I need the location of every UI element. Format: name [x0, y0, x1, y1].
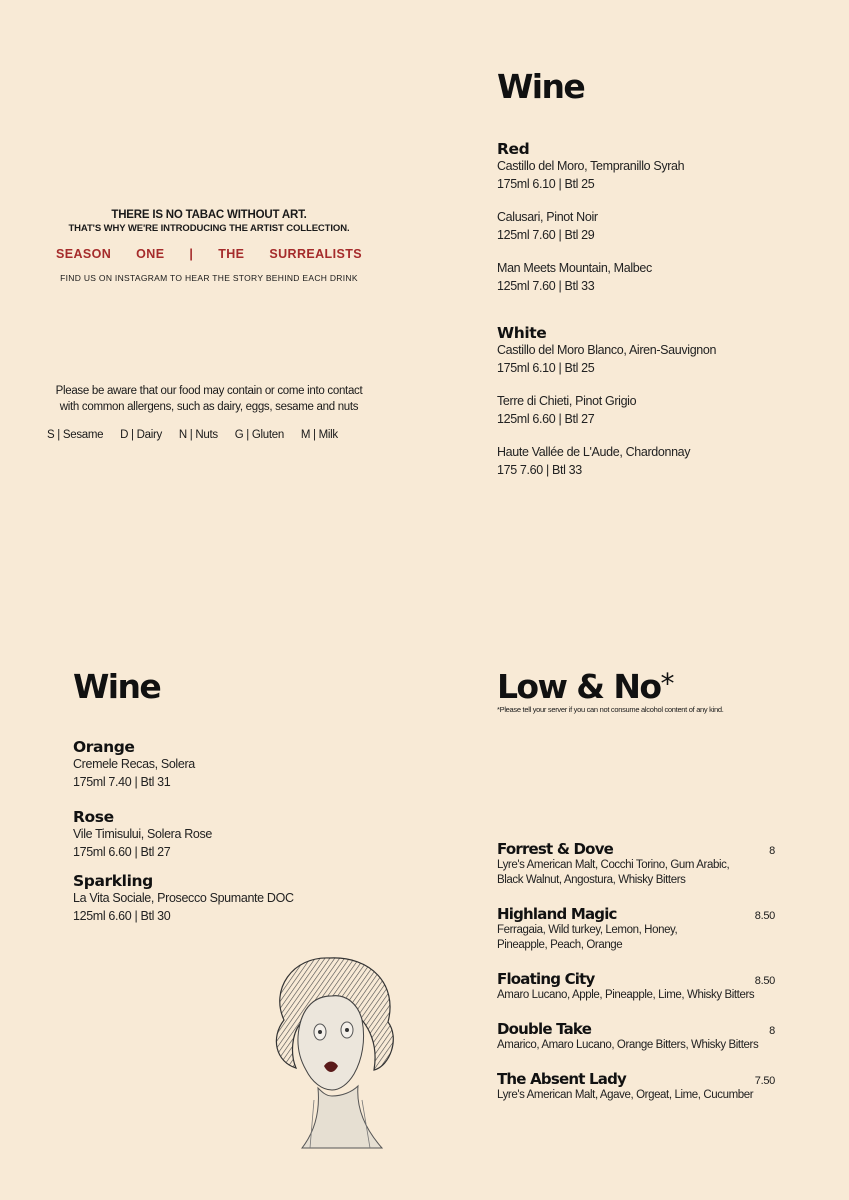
wine-section-orange [73, 739, 294, 791]
cocktail-name: Double Take [497, 1020, 592, 1038]
wine-price: 125ml 6.60 | Btl 30 [73, 908, 171, 923]
season-word: THE [218, 247, 245, 261]
intro-line-1: THERE IS NO TABAC WITHOUT ART. [111, 209, 307, 221]
section-heading: White [497, 324, 547, 343]
wine-price: 175 7.60 | Btl 33 [497, 462, 582, 477]
wine-name: Castillo del Moro, Tempranillo Syrah [497, 159, 685, 174]
allergen-notice [40, 384, 378, 441]
wine-title: Wine [73, 667, 161, 706]
wine-name: Haute Vallée de L'Aude, Chardonnay [497, 445, 691, 460]
allergen-codes [40, 429, 378, 441]
wine-item [497, 209, 716, 244]
wine-item [497, 342, 716, 377]
low-no-note: *Please tell your server if you can not consume alcohol content of any kind. [497, 705, 724, 714]
allergen-code: M | Milk [300, 429, 338, 441]
wine-price: 175ml 6.60 | Btl 27 [73, 844, 171, 859]
intro-line-2: THAT'S WHY WE'RE INTRODUCING THE ARTIST COLLECTION. [68, 223, 350, 234]
section-heading: Red [497, 140, 530, 158]
cocktail-list [497, 840, 775, 1103]
surrealist-portrait-illustration [262, 950, 402, 1150]
wine-item [497, 260, 716, 295]
low-no-title-text: Low & No [497, 667, 661, 706]
cocktail-item [497, 970, 775, 1003]
season-title [40, 247, 378, 261]
wine-section-red [497, 141, 716, 295]
wine-name: Man Meets Mountain, Malbec [497, 261, 652, 276]
wine-price: 175ml 7.40 | Btl 31 [73, 774, 171, 789]
cocktail-name: Floating City [497, 970, 595, 988]
wine-name: Cremele Recas, Solera [73, 757, 195, 772]
cocktail-item [497, 840, 775, 888]
wine-item [497, 393, 716, 428]
wine-item [497, 158, 716, 193]
allergen-note-line-1: Please be aware that our food may contain or come into contact [55, 385, 363, 397]
wine-price: 175ml 6.10 | Btl 25 [497, 176, 595, 191]
cocktail-description: Amarico, Amaro Lucano, Orange Bitters, Whisky Bitters [497, 1039, 759, 1051]
cocktail-description: Lyre's American Malt, Agave, Orgeat, Lime, Cucumber [497, 1089, 754, 1101]
cocktail-description: Lyre's American Malt, Cocchi Torino, Gum Arabic, [497, 859, 730, 871]
allergen-code: D | Dairy [120, 429, 162, 441]
cocktail-name: The Absent Lady [497, 1070, 627, 1088]
wine-name: Castillo del Moro Blanco, Airen-Sauvignon [497, 343, 717, 358]
instagram-note: FIND US ON INSTAGRAM TO HEAR THE STORY BEHIND EACH DRINK [60, 273, 358, 283]
season-word: SURREALISTS [269, 247, 362, 261]
cocktail-price: 8.50 [754, 910, 775, 922]
low-no-asterisk: * [660, 667, 675, 700]
season-word: | [189, 247, 194, 261]
cocktail-item [497, 1020, 775, 1053]
allergen-code: N | Nuts [178, 429, 218, 441]
section-heading: Rose [73, 808, 114, 827]
section-heading: Sparkling [73, 872, 153, 891]
wine-price: 125ml 7.60 | Btl 33 [497, 278, 595, 293]
cocktail-description: Ferragaia, Wild turkey, Lemon, Honey, [497, 924, 678, 936]
wine-price: 125ml 7.60 | Btl 29 [497, 227, 595, 242]
low-no-title [497, 667, 775, 706]
wine-menu-bottom [73, 667, 294, 925]
wine-name: Terre di Chieti, Pinot Grigio [497, 394, 637, 409]
cocktail-description: Black Walnut, Angostura, Whisky Bitters [497, 874, 686, 886]
wine-section-white [497, 325, 716, 479]
wine-name: Vile Timisului, Solera Rose [73, 827, 212, 842]
wine-section-sparkling [73, 873, 294, 925]
cocktail-description: Amaro Lucano, Apple, Pineapple, Lime, Whisky Bitters [497, 989, 755, 1001]
cocktail-name: Forrest & Dove [497, 840, 614, 858]
wine-section-rose [73, 809, 294, 861]
cocktail-price: 8 [769, 1025, 775, 1037]
season-word: ONE [136, 247, 165, 261]
cocktail-price: 7.50 [754, 1075, 775, 1087]
cocktail-name: Highland Magic [497, 905, 617, 923]
cocktail-price: 8 [769, 845, 775, 857]
allergen-note-line-2: with common allergens, such as dairy, eggs, sesame and nuts [59, 400, 359, 413]
wine-price: 125ml 6.60 | Btl 27 [497, 411, 595, 426]
cocktail-description: Pineapple, Peach, Orange [497, 939, 623, 951]
wine-title: Wine [497, 67, 585, 106]
wine-item [497, 444, 716, 479]
cocktail-item [497, 1070, 775, 1103]
allergen-code: S | Sesame [47, 429, 104, 441]
wine-name: Calusari, Pinot Noir [497, 210, 598, 225]
season-word: SEASON [56, 247, 112, 261]
section-heading: Orange [73, 738, 135, 756]
cocktail-price: 8.50 [754, 975, 775, 987]
wine-name: La Vita Sociale, Prosecco Spumante DOC [73, 891, 294, 906]
allergen-code: G | Gluten [234, 429, 284, 441]
wine-menu-top [497, 67, 717, 495]
cocktail-item [497, 905, 775, 953]
low-and-no-menu [497, 667, 775, 1120]
artist-collection-intro [40, 208, 378, 283]
wine-price: 175ml 6.10 | Btl 25 [497, 360, 595, 375]
